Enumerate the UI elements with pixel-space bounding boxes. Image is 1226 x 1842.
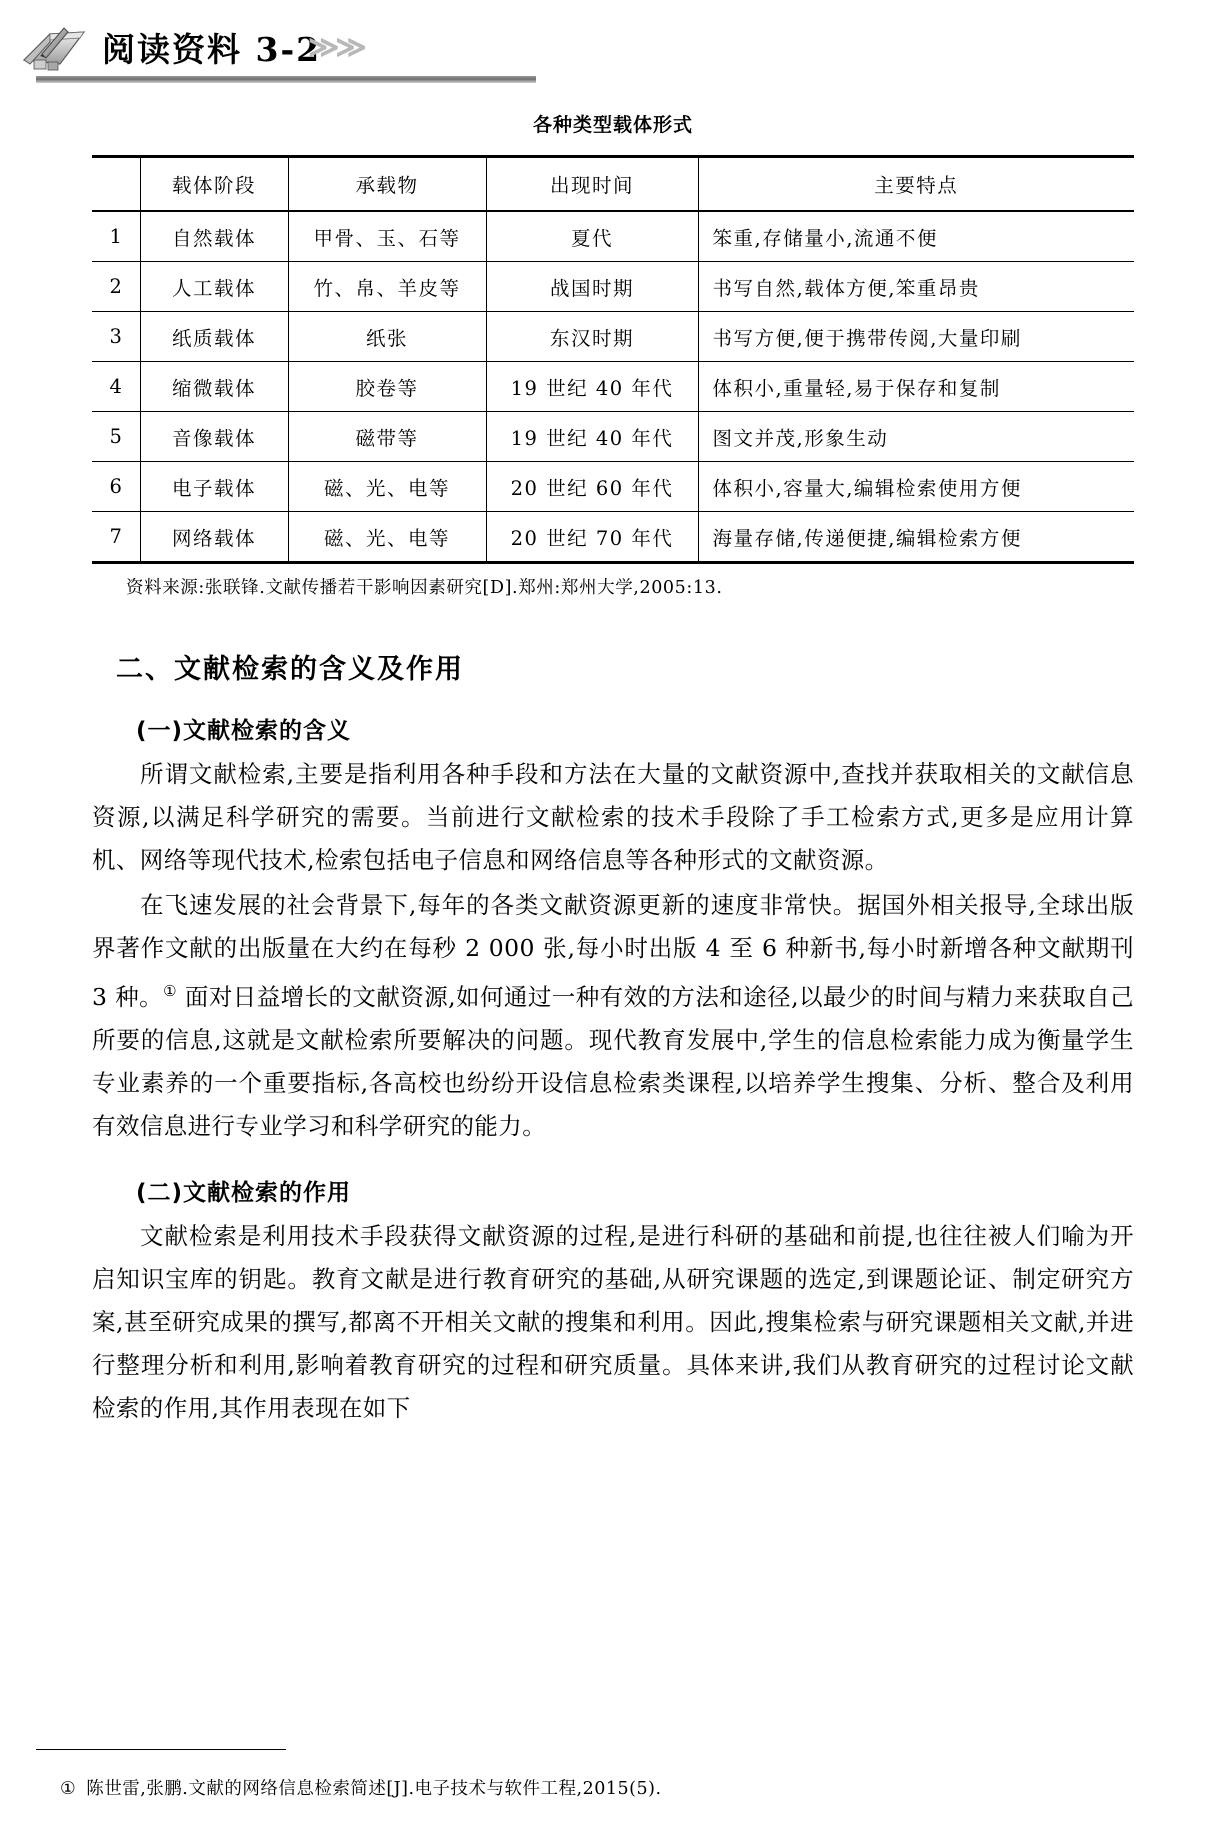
table-header-row [92, 157, 1134, 212]
section-heading: 二、文献检索的含义及作用 [116, 654, 464, 685]
table-col-stage: 载体阶段 [140, 157, 288, 212]
cell-carrier: 纸张 [288, 312, 486, 362]
cell-period: 20 世纪 60 年代 [486, 462, 698, 512]
cell-period: 19 世纪 40 年代 [486, 412, 698, 462]
carrier-types-table [92, 155, 1134, 564]
header-title: 阅读资料 3-2 [102, 30, 322, 69]
cell-index: 1 [92, 211, 140, 262]
cell-index: 3 [92, 312, 140, 362]
cell-stage: 缩微载体 [140, 362, 288, 412]
cell-stage: 音像载体 [140, 412, 288, 462]
table-row [92, 412, 1134, 462]
paragraph-2-part-b: 面对日益增长的文献资源,如何通过一种有效的方法和途径,以最少的时间与精力来获取自己所要的信息,这就是文献检索所要解决的问题。现代教育发展中,学生的信息检索能力成为衡量学生专业素养的一个重要指标,各高校也纷纷开设信息检索类课程,以培养学生搜集、分析、整合及利用有效信息进行专业学习和科学研究的能力。 [92, 982, 1134, 1140]
header-divider [36, 76, 536, 83]
table-col-features: 主要特点 [698, 157, 1134, 212]
paragraph-2 [92, 884, 1134, 1148]
footnote [60, 1775, 662, 1800]
table-row [92, 512, 1134, 563]
table-source-note: 资料来源:张联锋.文献传播若干影响因素研究[D].郑州:郑州大学,2005:13. [126, 578, 723, 598]
table-col-carrier: 承载物 [288, 157, 486, 212]
footnote-marker: ① [60, 1779, 77, 1799]
cell-carrier: 胶卷等 [288, 362, 486, 412]
cell-period: 19 世纪 40 年代 [486, 362, 698, 412]
cell-features: 海量存储,传递便捷,编辑检索方便 [698, 512, 1134, 563]
table-col-period: 出现时间 [486, 157, 698, 212]
table-row [92, 262, 1134, 312]
body-content [92, 647, 1134, 1430]
footnote-reference: ① [163, 982, 178, 1000]
subsection-heading-2: (二)文献检索的作用 [136, 1179, 352, 1206]
paragraph-2-part-a: 在飞速发展的社会背景下,每年的各类文献资源更新的速度非常快。据国外相关报导,全球出版界著作文献的出版量在大约在每秒 2 000 张,每小时出版 4 至 6 种新书,每小时新增各种文献期刊 3 种。 [92, 891, 1134, 1011]
table-col-index [92, 157, 140, 212]
cell-stage: 电子载体 [140, 462, 288, 512]
table-row [92, 362, 1134, 412]
footnote-divider [36, 1749, 286, 1750]
paragraph-3: 文献检索是利用技术手段获得文献资源的过程,是进行科研的基础和前提,也往往被人们喻为开启知识宝库的钥匙。教育文献是进行教育研究的基础,从研究课题的选定,到课题论证、制定研究方案,甚至研究成果的撰写,都离不开相关文献的搜集和利用。因此,搜集检索与研究课题相关文献,并进行整理分析和利用,影响着教育研究的过程和研究质量。具体来讲,我们从教育研究的过程讨论文献检索的作用,其作用表现在如下 [92, 1221, 1134, 1422]
cell-carrier: 甲骨、玉、石等 [288, 211, 486, 262]
chevron-right-icon: ≫≫ [308, 30, 363, 65]
cell-features: 体积小,重量轻,易于保存和复制 [698, 362, 1134, 412]
cell-features: 图文并茂,形象生动 [698, 412, 1134, 462]
cell-carrier: 竹、帛、羊皮等 [288, 262, 486, 312]
reading-material-header [18, 18, 618, 86]
book-pen-icon [20, 20, 92, 72]
cell-stage: 自然载体 [140, 211, 288, 262]
carrier-table-wrapper [92, 155, 1134, 564]
cell-stage: 纸质载体 [140, 312, 288, 362]
cell-stage: 人工载体 [140, 262, 288, 312]
cell-stage: 网络载体 [140, 512, 288, 563]
cell-index: 4 [92, 362, 140, 412]
cell-period: 东汉时期 [486, 312, 698, 362]
cell-features: 体积小,容量大,编辑检索使用方便 [698, 462, 1134, 512]
subsection-heading-1: (一)文献检索的含义 [136, 718, 352, 744]
table-row [92, 312, 1134, 362]
cell-features: 笨重,存储量小,流通不便 [698, 211, 1134, 262]
paragraph-1: 所谓文献检索,主要是指利用各种手段和方法在大量的文献资源中,查找并获取相关的文献信息资源,以满足科学研究的需要。当前进行文献检索的技术手段除了手工检索方式,更多是应用计算机、网络等现代技术,检索包括电子信息和网络信息等各种形式的文献资源。 [92, 760, 1134, 874]
table-row [92, 462, 1134, 512]
cell-carrier: 磁、光、电等 [288, 512, 486, 563]
cell-carrier: 磁、光、电等 [288, 462, 486, 512]
cell-features: 书写自然,载体方便,笨重昂贵 [698, 262, 1134, 312]
footnote-text: 陈世雷,张鹏.文献的网络信息检索简述[J].电子技术与软件工程,2015(5). [86, 1779, 662, 1799]
table-title: 各种类型载体形式 [532, 114, 693, 136]
cell-period: 20 世纪 70 年代 [486, 512, 698, 563]
cell-index: 7 [92, 512, 140, 563]
cell-features: 书写方便,便于携带传阅,大量印刷 [698, 312, 1134, 362]
cell-carrier: 磁带等 [288, 412, 486, 462]
document-page [0, 18, 1226, 1842]
cell-index: 6 [92, 462, 140, 512]
cell-period: 战国时期 [486, 262, 698, 312]
table-row [92, 211, 1134, 262]
cell-period: 夏代 [486, 211, 698, 262]
cell-index: 2 [92, 262, 140, 312]
cell-index: 5 [92, 412, 140, 462]
